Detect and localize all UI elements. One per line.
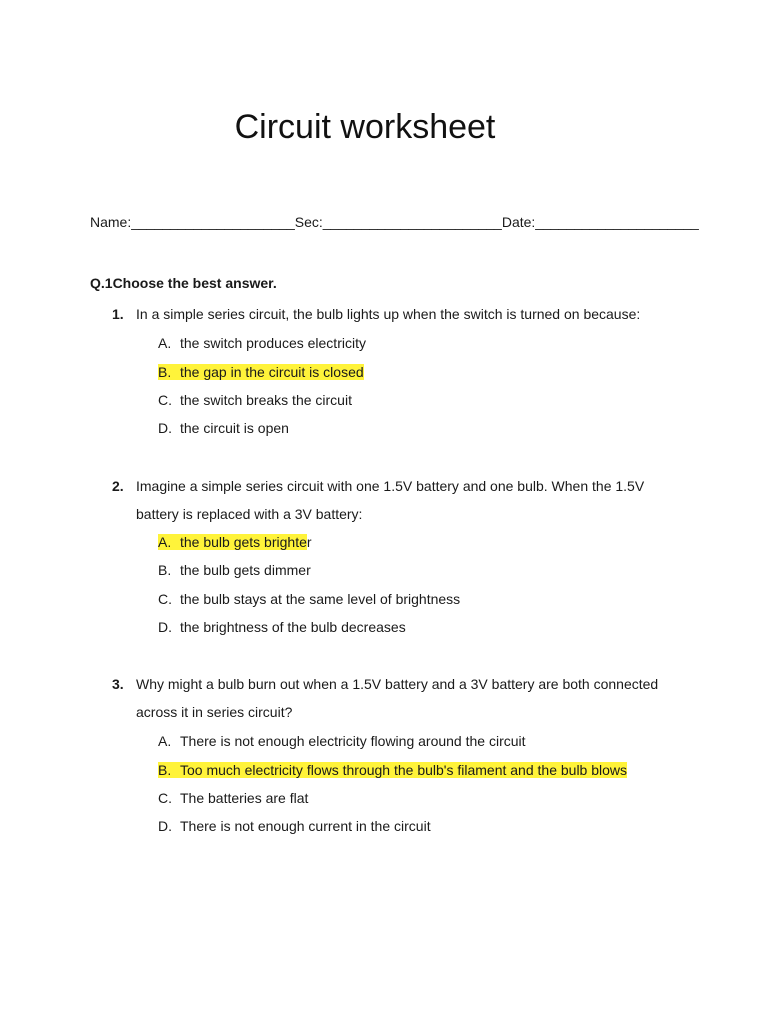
question-1 xyxy=(112,300,672,328)
option-letter: B. xyxy=(158,762,172,778)
option-letter: A. xyxy=(158,733,172,749)
question-3 xyxy=(112,670,672,726)
q2-option-c xyxy=(158,589,460,609)
worksheet-title: Circuit worksheet xyxy=(234,108,496,146)
question-number: 1. xyxy=(112,306,124,322)
option-text: the bulb gets dimmer xyxy=(180,562,311,578)
question-text: Why might a bulb burn out when a 1.5V battery and a 3V battery are both connected across it in series circuit? xyxy=(136,676,659,720)
option-text-tail: r xyxy=(306,534,312,550)
q2-option-b xyxy=(158,560,311,580)
option-letter: A. xyxy=(158,335,172,351)
option-letter: A. xyxy=(158,534,172,550)
question-text: In a simple series circuit, the bulb lights up when the switch is turned on because: xyxy=(136,306,641,322)
option-text: the brightness of the bulb decreases xyxy=(180,619,406,635)
option-letter: D. xyxy=(158,420,172,436)
option-letter: C. xyxy=(158,790,172,806)
option-letter: B. xyxy=(158,562,172,578)
question-2 xyxy=(112,472,672,528)
option-text: The batteries are flat xyxy=(180,790,309,806)
q2-option-a xyxy=(158,532,312,552)
q3-option-d xyxy=(158,816,431,836)
option-text: the bulb stays at the same level of brightness xyxy=(180,591,461,607)
q3-option-b xyxy=(158,760,627,780)
q3-option-c xyxy=(158,788,308,808)
option-text: the bulb gets brighte xyxy=(180,534,307,550)
option-letter: B. xyxy=(158,364,172,380)
q3-option-a xyxy=(158,731,526,751)
option-text: the switch breaks the circuit xyxy=(180,392,352,408)
section-heading: Q.1Choose the best answer. xyxy=(90,275,277,291)
option-text: There is not enough current in the circuit xyxy=(180,818,431,834)
option-text: There is not enough electricity flowing around the circuit xyxy=(180,733,526,749)
name-sec-date-line: Name:_____________________Sec:_______________________Date:_____________________ xyxy=(90,214,699,230)
option-text: Too much electricity flows through the bulb's filament and the bulb blows xyxy=(180,762,628,778)
option-text: the circuit is open xyxy=(180,420,289,436)
option-letter: D. xyxy=(158,818,172,834)
option-text: the switch produces electricity xyxy=(180,335,366,351)
option-letter: C. xyxy=(158,392,172,408)
q1-option-a xyxy=(158,333,366,353)
q1-option-c xyxy=(158,390,352,410)
option-text: the gap in the circuit is closed xyxy=(180,364,364,380)
option-letter: C. xyxy=(158,591,172,607)
question-number: 2. xyxy=(112,478,124,494)
q1-option-b xyxy=(158,362,364,382)
q2-option-d xyxy=(158,617,406,637)
question-number: 3. xyxy=(112,676,124,692)
q1-option-d xyxy=(158,418,289,438)
option-letter: D. xyxy=(158,619,172,635)
question-text: Imagine a simple series circuit with one 1.5V battery and one bulb. When the 1.5V battery is replaced with a 3V battery: xyxy=(136,478,645,522)
